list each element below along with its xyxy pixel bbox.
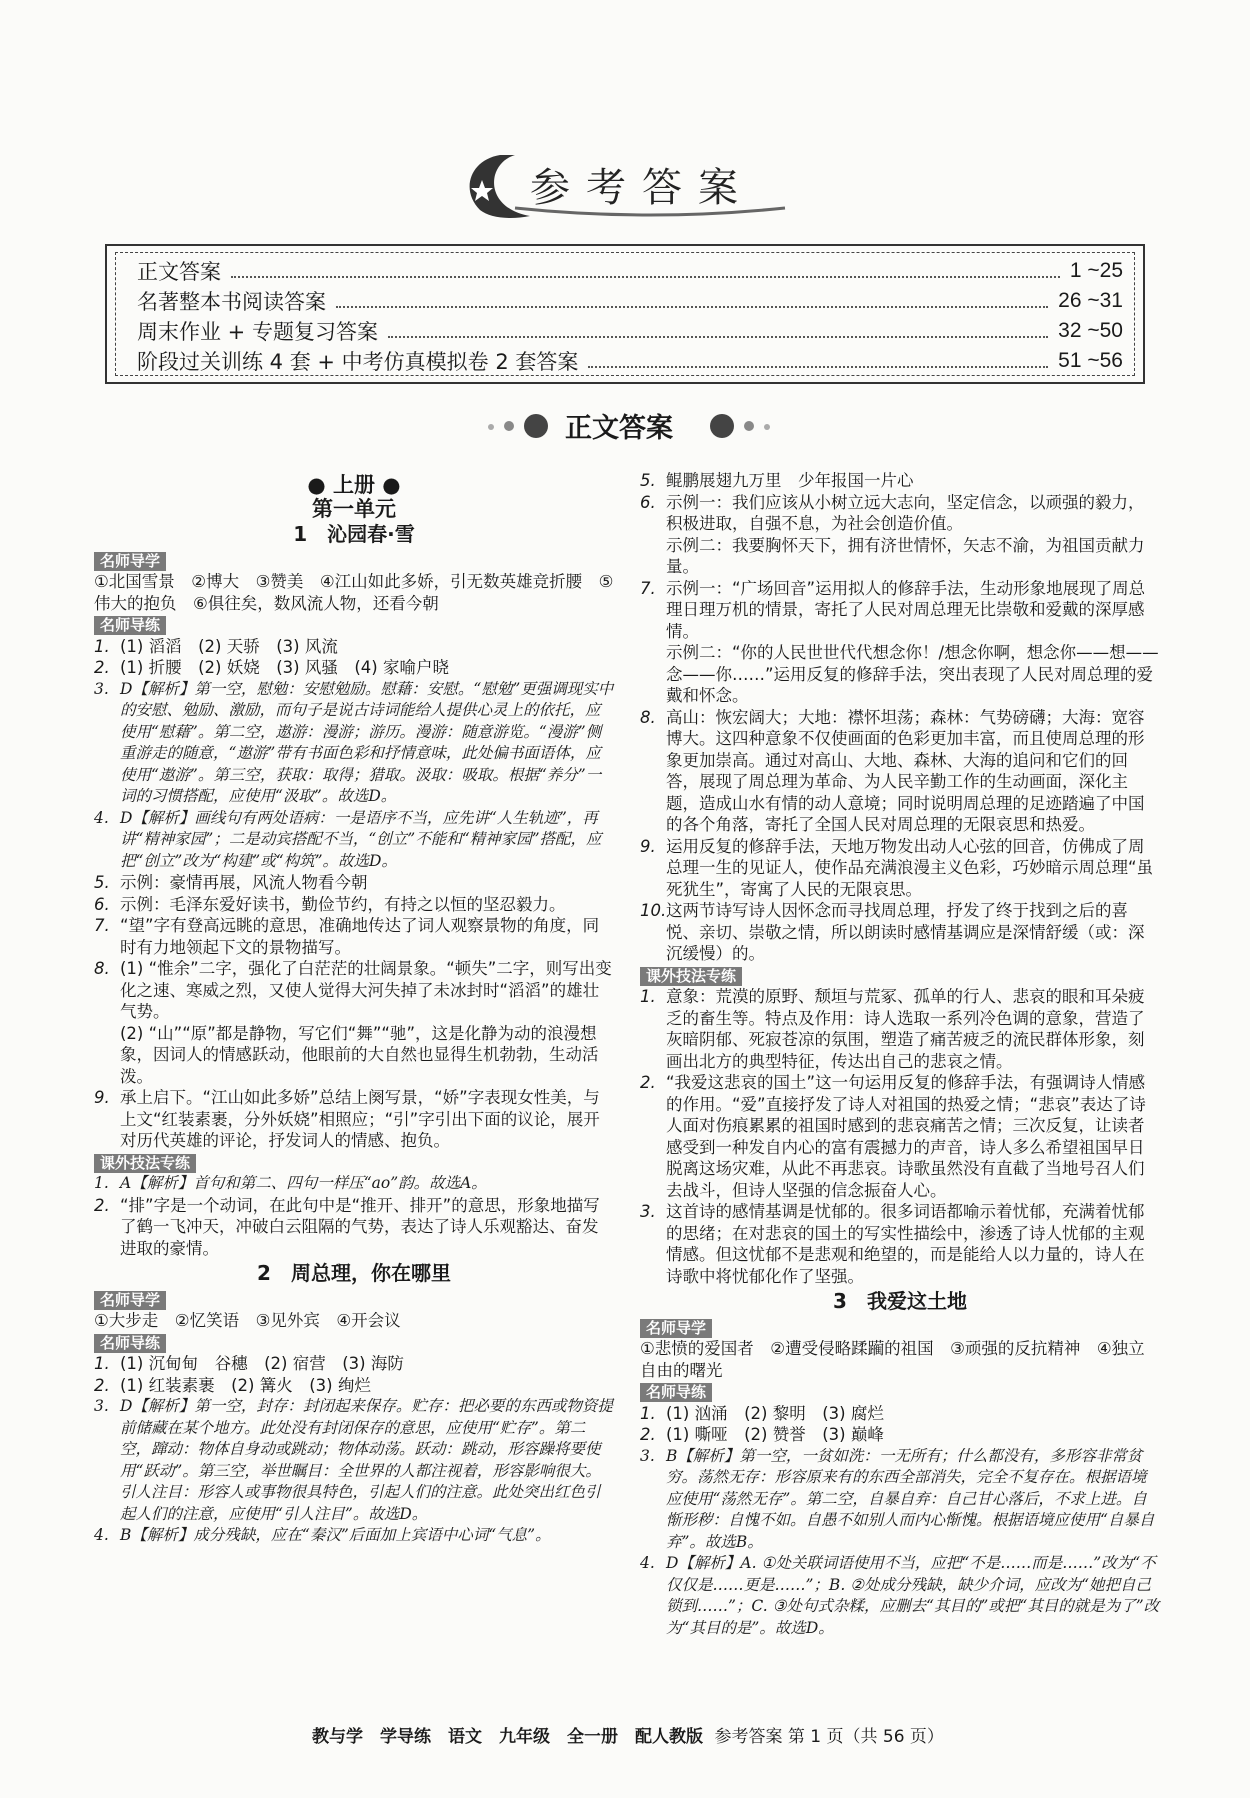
bullet-dot-icon [764, 424, 770, 430]
volume-title: ● 上册 ● [307, 473, 401, 497]
answer-text: “我爱这悲哀的国土”这一句运用反复的修辞手法，有强调诗人情感的作用。“爱”直接抒发了诗人对祖国的热爱之情；“悲哀”表达了诗人面对伤痕累累的祖国时感到的悲哀痛苦之情；三次反复，让读者感受到一种发自内心的富有震撼力的声音，诗人多么希望祖国早日脱离这场灾难，从此不再悲哀。诗歌虽然没有直截了当地号召人们去战斗，但诗人坚强的信念振奋人心。 [666, 1073, 1146, 1200]
answer-text: ①悲愤的爱国者 ②遭受侵略蹂躏的祖国 ③顽强的反抗精神 ④独立自由的曙光 [640, 1339, 1145, 1380]
answer-item: 8. 高山：恢宏阔大；大地：襟怀坦荡；森林：气势磅礴；大海：宽容博大。这四种意象不仅使画面的色彩更加丰富，而且使周总理的形象更加崇高。通过对高山、大地、森林、大海的追问和它们的回答，展现了周总理为革命、为人民辛勤工作的生动画面，深化主题，造成山水有情的动人意境；同时说明周总理的足迹踏遍了中国的各个角落，寄托了全国人民对周总理的无限哀思和热爱。 [640, 707, 1145, 834]
toc-leader [336, 294, 1048, 308]
lesson-title: 3 我爱这土地 [833, 1289, 967, 1313]
tag-label: 名师导学 [94, 1291, 166, 1310]
toc-leader [231, 264, 1060, 278]
tag-label: 名师导练 [94, 1334, 166, 1353]
toc-row[interactable] [137, 316, 1123, 346]
answer-item: 6. 示例一：我们应该从小树立远大志向，坚定信念，以顽强的毅力，积极进取，自强不息，为社会创造价值。 [640, 492, 1145, 533]
answer-item: 3. D【解析】第一空，封存：封闭起来保存。贮存：把必要的东西或物资提前储藏在某个地方。此处没有封闭保存的意思，应使用“贮存”。第二空，蹿动：物体自身动或跳动；物体动荡。跃动：跳动，形容躁将要使用“跃动”。第三空，举世瞩目：全世界的人都注视着，形容影响很大。引人注目：形容人或事物很具特色，引起人们的注意。此处突出红色引起人们的注意，应使用“引人注目”。故选D。 [94, 1397, 613, 1523]
answer-text: 示例二：“你的人民世世代代想念你！/想念你啊，想念你——想——念——你……”运用反复的修辞手法，突出表现了人民对周总理的爱戴和怀念。 [666, 643, 1159, 705]
right-column [640, 470, 1160, 1639]
answer-text: 运用反复的修辞手法，天地万物发出动人心弦的回音，仿佛成了周总理一生的见证人，使作品充满浪漫主义色彩，巧妙暗示周总理“虽死犹生”，寄寓了人民的无限哀思。 [666, 836, 1154, 899]
tag-label: 课外技法专练 [640, 967, 742, 986]
answer-text: ①大步走 ②忆笑语 ③见外宾 ④开会议 [94, 1311, 401, 1330]
answer-item: 4. B【解析】成分残缺，应在“秦汉”后面加上宾语中心词“气息”。 [94, 1526, 551, 1544]
answer-text: (1) 嘶哑 (2) 赞誉 (3) 巅峰 [666, 1425, 884, 1444]
answer-item: 10.这两节诗写诗人因怀念而寻找周总理，抒发了终于找到之后的喜悦、亲切、崇敬之情，所以朗读时感情基调应是深情舒缓（或：深沉缓慢）的。 [640, 901, 1145, 963]
section-title: 正文答案 [565, 413, 673, 444]
toc-box [105, 244, 1145, 384]
answer-item: 7. 示例一：“广场回音”运用拟人的修辞手法，生动形象地展现了周总理日理万机的情景，寄托了人民对周总理无比崇敬和爱戴的深厚感情。 [640, 578, 1146, 641]
tag-label: 名师导练 [94, 616, 166, 635]
answer-text: ①北国雪景 ②博大 ③赞美 ④江山如此多娇，引无数英雄竞折腰 ⑤伟大的抱负 ⑥俱往矣，数风流人物，还看今朝 [94, 572, 614, 613]
answer-text: 鲲鹏展翅九万里 少年报国一片心 [666, 471, 914, 490]
answer-text: 示例：毛泽东爱好读书，勤俭节约，有持之以恒的坚忍毅力。 [120, 894, 566, 914]
volume-label: 上册 [333, 473, 375, 497]
toc-pages: 32 ~50 [1058, 319, 1123, 342]
answer-text: 承上启下。“江山如此多娇”总结上阕写景，“娇”字表现女性美，与上文“红装素裹，分外妖娆”相照应；“引”字引出下面的议论，展开对历代英雄的评论，抒发词人的情感、抱负。 [120, 1088, 600, 1150]
toc-label: 正文答案 [137, 260, 221, 284]
answer-item: 1. (1) 沉甸甸 谷穗 (2) 宿营 (3) 海防 [94, 1354, 404, 1373]
answer-item: 2. (1) 嘶哑 (2) 赞誉 (3) 巅峰 [640, 1425, 884, 1444]
answer-text: D【解析】第一空，慰勉：安慰勉励。慰藉：安慰。“慰勉”更强调现实中的安慰、勉励、激励，而句子是说古诗词能给人提供心灵上的依托，应使用“慰藉”。第二空，遨游：漫游；游历。漫游：随意游览。“漫游”侧重游走的随意，“遨游”带有书面色彩和抒情意味，此处偏书面语体，应使用“遨游”。第三空，获取：取得；猎取。汲取：吸取。根据“养分”一词的习惯搭配，应使用“汲取”。故选D。 [120, 679, 614, 805]
answer-item: 2. (1) 红装素裹 (2) 篝火 (3) 绚烂 [94, 1375, 371, 1395]
footer-page-number: 第 1 页（共 56 页） [787, 1727, 944, 1747]
footer-series: 教与学 学导练 语文 九年级 全一册 配人教版 [312, 1727, 704, 1747]
answer-item: 1. A【解析】首句和第二、四句一样压“ao”韵。故选A。 [94, 1174, 487, 1192]
answer-text: “排”字是一个动词，在此句中是“推开、排开”的意思，形象地描写了鹤一飞冲天，冲破白云阻隔的气势，表达了诗人乐观豁达、奋发进取的豪情。 [120, 1195, 600, 1258]
answer-text: (1) 滔滔 (2) 天骄 (3) 风流 [120, 636, 338, 656]
answer-text: D【解析】A. ①处关联词语使用不当，应把“不是……而是……”改为“不仅仅是……更是……”；B. ②处成分残缺，缺少介词，应改为“她把自己锁到……”；C. ③处句式杂糅，应删去“其目的”或把“其目的就是为了”改为“其目的是”。故选D。 [666, 1554, 1160, 1637]
answer-item: 5. 示例：豪情再展，风流人物看今朝 [94, 873, 368, 892]
bullet-dot-icon [710, 414, 734, 438]
answer-text: (1) “惟余”二字，强化了白茫茫的壮阔景象。“顿失”二字，则写出变化之速、寒威之烈，又使人觉得大河失掉了未冰封时“滔滔”的雄壮气势。 [120, 959, 612, 1021]
answer-item: 1. 意象：荒漠的原野、颓垣与荒冢、孤单的行人、悲哀的眼和耳朵疲乏的畜生等。特点及作用：诗人选取一系列冷色调的意象，营造了灰暗阴郁、死寂苍凉的氛围，塑造了痛苦疲乏的流民群体形象，刻画出北方的典型特征，传达出自己的悲哀之情。 [640, 987, 1145, 1071]
toc-label: 周末作业 + 专题复习答案 [137, 320, 378, 344]
tag-label: 名师导练 [640, 1383, 712, 1402]
answer-item: 7. “望”字有登高远眺的意思，准确地传达了词人观察景物的角度，同时有力地领起下文的景物描写。 [94, 916, 600, 957]
toc-row[interactable] [137, 346, 1123, 376]
page-footer [0, 1722, 1250, 1747]
answer-item: 2. “我爱这悲哀的国土”这一句运用反复的修辞手法，有强调诗人情感的作用。“爱”直接抒发了诗人对祖国的热爱之情；“悲哀”表达了诗人面对伤痕累累的祖国时感到的悲哀痛苦之情；三次反复，让读者感受到一种发自内心的富有震撼力的声音，诗人多么希望祖国早日脱离这场灾难，从此不再悲哀。诗歌虽然没有直截了当地号召人们去战斗，但诗人坚强的信念振奋人心。 [640, 1073, 1146, 1200]
bullet-dot-icon [488, 424, 494, 430]
answer-text: (1) 沉甸甸 谷穗 (2) 宿营 (3) 海防 [120, 1354, 404, 1373]
answer-text: B【解析】第一空，一贫如洗：一无所有；什么都没有，多形容非常贫穷。荡然无存：形容原来有的东西全部消失，完全不复存在。根据语境应使用“荡然无存”。第二空，自暴自弃：自己甘心落后，不求上进。自惭形秽：自愧不如。自愚不如别人而内心惭愧。根据语境应使用“自暴自弃”。故选B。 [666, 1446, 1155, 1551]
answer-item: 4. D【解析】画线句有两处语病：一是语序不当，应先讲“人生轨迹”，再讲“精神家园”；二是动宾搭配不当，“创立”不能和“精神家园”搭配，应把“创立”改为“构建”或“构筑”。故选D。 [94, 808, 602, 870]
answer-text: (1) 汹涌 (2) 黎明 (3) 腐烂 [666, 1403, 884, 1423]
bullet-dot-icon [744, 421, 754, 431]
toc-pages: 1 ~25 [1069, 259, 1123, 282]
toc-pages: 26 ~31 [1058, 289, 1123, 312]
answer-text: 示例一：“广场回音”运用拟人的修辞手法，生动形象地展现了周总理日理万机的情景，寄托了人民对周总理无比崇敬和爱戴的深厚感情。 [666, 578, 1146, 641]
answer-item: 1. (1) 滔滔 (2) 天骄 (3) 风流 [94, 636, 338, 656]
answer-item: 3. D【解析】第一空，慰勉：安慰勉励。慰藉：安慰。“慰勉”更强调现实中的安慰、勉励、激励，而句子是说古诗词能给人提供心灵上的依托，应使用“慰藉”。第二空，遨游：漫游；游历。漫游：随意游览。“漫游”侧重游走的随意，“遨游”带有书面色彩和抒情意味，此处偏书面语体，应使用“遨游”。第三空，获取：取得；猎取。汲取：吸取。根据“养分”一词的习惯搭配，应使用“汲取”。故选D。 [94, 679, 614, 805]
footer-section: 参考答案 [714, 1727, 783, 1747]
answer-text: B【解析】成分残缺，应在“秦汉”后面加上宾语中心词“气息”。 [120, 1526, 551, 1544]
answer-text: (2) “山”“原”都是静物，写它们“舞”“驰”，这是化静为动的浪漫想象，因词人的情感跃动，他眼前的大自然也显得生机勃勃，生动活泼。 [120, 1023, 599, 1086]
bullet-dot-icon [504, 421, 514, 431]
answer-text: 示例一：我们应该从小树立远大志向，坚定信念，以顽强的毅力，积极进取，自强不息，为社会创造价值。 [666, 492, 1145, 533]
answer-text: 示例：豪情再展，风流人物看今朝 [120, 873, 368, 892]
tag-label: 名师导学 [640, 1319, 712, 1338]
page-title: 参考答案 [530, 165, 754, 211]
answer-text: (1) 折腰 (2) 妖娆 (3) 风骚 (4) 家喻户晓 [120, 658, 449, 677]
answer-item: 1. (1) 汹涌 (2) 黎明 (3) 腐烂 [640, 1403, 884, 1423]
answer-item: 2. (1) 折腰 (2) 妖娆 (3) 风骚 (4) 家喻户晓 [94, 658, 449, 677]
answer-text: (1) 红装素裹 (2) 篝火 (3) 绚烂 [120, 1375, 371, 1395]
answer-item: 2. “排”字是一个动词，在此句中是“推开、排开”的意思，形象地描写了鹤一飞冲天，冲破白云阻隔的气势，表达了诗人乐观豁达、奋发进取的豪情。 [94, 1195, 600, 1258]
answer-item: 8. (1) “惟余”二字，强化了白茫茫的壮阔景象。“顿失”二字，则写出变化之速、寒威之烈，又使人觉得大河失掉了未冰封时“滔滔”的雄壮气势。 [94, 959, 612, 1021]
answer-text: “望”字有登高远眺的意思，准确地传达了词人观察景物的角度，同时有力地领起下文的景物描写。 [120, 916, 600, 957]
section-header [470, 404, 790, 448]
lesson-title: 1 沁园春·雪 [293, 522, 415, 546]
answer-text: 意象：荒漠的原野、颓垣与荒冢、孤单的行人、悲哀的眼和耳朵疲乏的畜生等。特点及作用：诗人选取一系列冷色调的意象，营造了灰暗阴郁、死寂苍凉的氛围，塑造了痛苦疲乏的流民群体形象，刻画出北方的典型特征，传达出自己的悲哀之情。 [666, 987, 1145, 1071]
toc-label: 名著整本书阅读答案 [137, 290, 326, 314]
toc-pages: 51 ~56 [1058, 349, 1123, 372]
tag-label: 课外技法专练 [94, 1154, 196, 1173]
answer-text: 示例二：我要胸怀天下，拥有济世情怀，矢志不渝，为祖国贡献力量。 [666, 535, 1145, 576]
toc-leader [588, 354, 1048, 368]
answer-text: A【解析】首句和第二、四句一样压“ao”韵。故选A。 [120, 1174, 487, 1192]
answer-item: 5. 鲲鹏展翅九万里 少年报国一片心 [640, 471, 914, 490]
left-column [94, 475, 614, 1547]
answer-item: 4. D【解析】A. ①处关联词语使用不当，应把“不是……而是……”改为“不仅仅是……更是……”；B. ②处成分残缺，缺少介词，应改为“她把自己锁到……”；C. ③处句式杂糅，应删去“其目的”或把“其目的就是为了”改为“其目的是”。故选D。 [640, 1554, 1160, 1637]
answer-text: 这两节诗写诗人因怀念而寻找周总理，抒发了终于找到之后的喜悦、亲切、崇敬之情，所以朗读时感情基调应是深情舒缓（或：深沉缓慢）的。 [666, 901, 1145, 963]
answer-text: 这首诗的感情基调是忧郁的。很多词语都喻示着忧郁，充满着忧郁的思绪；在对悲哀的国土的写实性描绘中，渗透了诗人忧郁的主观情感。但这忧郁不是悲观和绝望的，而是能给人以力量的，诗人在诗歌中将忧郁化作了坚强。 [666, 1202, 1145, 1286]
toc-row[interactable] [137, 286, 1123, 316]
tag-label: 名师导学 [94, 552, 166, 571]
lesson-title: 2 周总理，你在哪里 [257, 1261, 451, 1285]
answer-text: D【解析】画线句有两处语病：一是语序不当，应先讲“人生轨迹”，再讲“精神家园”；二是动宾搭配不当，“创立”不能和“精神家园”搭配，应把“创立”改为“构建”或“构筑”。故选D。 [120, 808, 602, 870]
header-banner [460, 150, 790, 220]
answer-item: 3. B【解析】第一空，一贫如洗：一无所有；什么都没有，多形容非常贫穷。荡然无存：形容原来有的东西全部消失，完全不复存在。根据语境应使用“荡然无存”。第二空，自暴自弃：自己甘心落后，不求上进。自惭形秽：自愧不如。自愚不如别人而内心惭愧。根据语境应使用“自暴自弃”。故选B。 [640, 1446, 1155, 1551]
answer-item: 6. 示例：毛泽东爱好读书，勤俭节约，有持之以恒的坚忍毅力。 [94, 894, 566, 914]
bullet-dot-icon [524, 414, 548, 438]
answer-item: 9. 承上启下。“江山如此多娇”总结上阕写景，“娇”字表现女性美，与上文“红装素裹，分外妖娆”相照应；“引”字引出下面的议论，展开对历代英雄的评论，抒发词人的情感、抱负。 [94, 1088, 600, 1150]
answer-text: 高山：恢宏阔大；大地：襟怀坦荡；森林：气势磅礴；大海：宽容博大。这四种意象不仅使画面的色彩更加丰富，而且使周总理的形象更加崇高。通过对高山、大地、森林、大海的追问和它们的回答，展现了周总理为革命、为人民辛勤工作的生动画面，深化主题，造成山水有情的动人意境；同时说明周总理的足迹踏遍了中国的各个角落，寄托了全国人民对周总理的无限哀思和热爱。 [666, 707, 1145, 834]
toc-leader [388, 324, 1048, 338]
answer-text: D【解析】第一空，封存：封闭起来保存。贮存：把必要的东西或物资提前储藏在某个地方。此处没有封闭保存的意思，应使用“贮存”。第二空，蹿动：物体自身动或跳动；物体动荡。跃动：跳动，形容躁将要使用“跃动”。第三空，举世瞩目：全世界的人都注视着，形容影响很大。引人注目：形容人或事物很具特色，引起人们的注意。此处突出红色引起人们的注意，应使用“引人注目”。故选D。 [120, 1397, 613, 1523]
answer-item: 9. 运用反复的修辞手法，天地万物发出动人心弦的回音，仿佛成了周总理一生的见证人，使作品充满浪漫主义色彩，巧妙暗示周总理“虽死犹生”，寄寓了人民的无限哀思。 [640, 836, 1154, 899]
answer-item: 3. 这首诗的感情基调是忧郁的。很多词语都喻示着忧郁，充满着忧郁的思绪；在对悲哀的国土的写实性描绘中，渗透了诗人忧郁的主观情感。但这忧郁不是悲观和绝望的，而是能给人以力量的，诗人在诗歌中将忧郁化作了坚强。 [640, 1202, 1145, 1286]
toc-row[interactable] [137, 256, 1123, 286]
unit-title: 第一单元 [312, 496, 396, 521]
toc-label: 阶段过关训练 4 套 + 中考仿真模拟卷 2 套答案 [137, 350, 579, 374]
